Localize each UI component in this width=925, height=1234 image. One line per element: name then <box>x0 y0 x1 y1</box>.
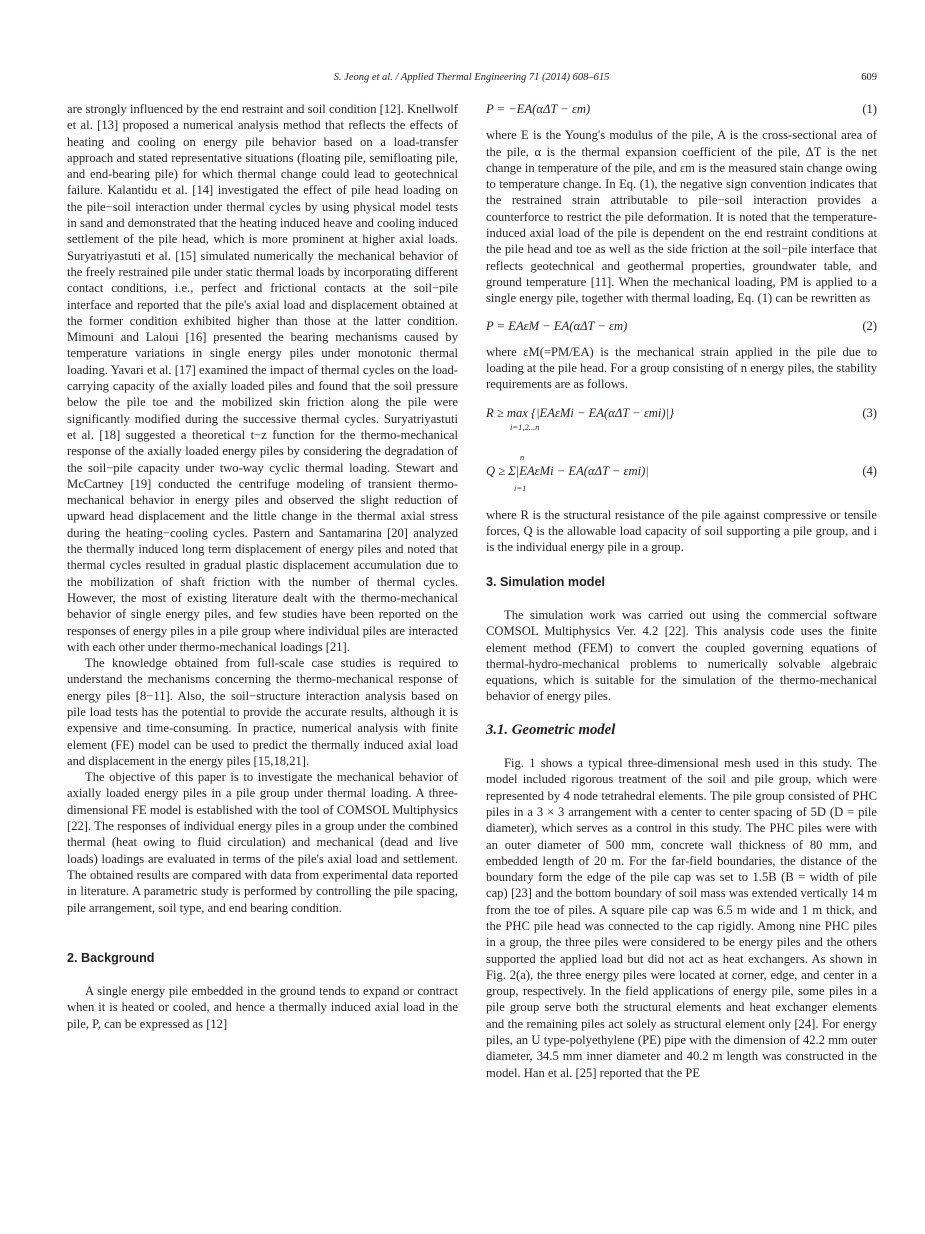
equation-2 <box>486 318 877 334</box>
subsection-heading: 3.1. Geometric model <box>486 721 616 738</box>
right-column <box>486 101 877 1081</box>
paragraph: The knowledge obtained from full-scale case studies is required to understand the mechanisms concerning the thermo-mechanical response of energy piles [8−11]. Also, the soil−structure interaction analysis based on pile load tests has the potential to provide the accurate results, although it is expensive and time-consuming. In practice, numerical analysis with finite element (FE) model can be used to predict the thermally induced axial load and displacement in the energy piles [15,18,21]. <box>67 656 458 768</box>
equation-superscript: n <box>520 451 525 462</box>
equation-body: P = EAεM − EA(αΔT − εm) <box>486 318 628 333</box>
equation-4 <box>486 449 877 497</box>
paragraph: where εM(=PM/EA) is the mechanical strain applied in the pile due to loading at the pile head. For a group consisting of n energy piles, the stability requirements are as follows. <box>486 344 877 392</box>
page-number: 609 <box>861 72 877 83</box>
left-column <box>67 101 458 1032</box>
paragraph: The simulation work was carried out using the commercial software COMSOL Multiphysics Ver. 4.2 [22]. This analysis code uses the finite element method (FEM) to convert the coupled governing equations of thermal-hydro-mechanical problems to numerically solvable algebraic equations, which is suitable for the simulation of the thermo-mechanical behavior of energy piles. <box>486 607 877 704</box>
running-title: S. Jeong et al. / Applied Thermal Engineering 71 (2014) 608–615 <box>333 72 610 83</box>
section-heading: 3. Simulation model <box>486 574 605 589</box>
equation-subscript: i=1 <box>514 482 527 493</box>
equation-number: (3) <box>862 405 877 420</box>
paragraph: Fig. 1 shows a typical three-dimensional mesh used in this study. The model included rigorous treatment of the soil and pile group, which were represented by 4 node tetrahedral elements. The pile group consisted of PHC piles in a 3 × 3 arrangement with a center to center spacing of 5D (D = pile diameter), which serves as a control in this study. The PHC piles were with an outer diameter of 500 mm, concrete wall thickness of 80 mm, and embedded length of 20 m. For the far-field boundaries, the distance of the boundary form the edge of the pile cap was set to 1.5B (B = width of pile cap) [23] and the bottom boundary of soil mass was extended vertically 14 m from the toe of piles. A square pile cap was 6.5 m wide and 1 m thick, and the PHC pile head was connected to the cap rigidly. Among nine PHC piles in a group, the three piles were considered to be energy piles and the others supported the applied load but did not act as heat exchangers. As shown in Fig. 2(a), the three energy piles were located at corner, edge, and center in a group, respectively. In the field applications of energy pile, some piles in a pile group serve both the structural elements and heat exchanger elements and the remaining piles act solely as structural element only [24]. For energy piles, an U type-polyethylene (PE) pipe with the dimension of 42.2 mm outer diameter, 34.5 mm inner diameter and 40.2 m length was constructed in the model. Han et al. [25] reported that the PE <box>486 756 877 1080</box>
equation-body: P = −EA(αΔT − εm) <box>486 102 591 116</box>
running-header <box>66 72 877 88</box>
equation-number: (2) <box>862 318 877 333</box>
equation-body: Q ≥ Σ|EAεMi − EA(αΔT − εmi)| <box>486 463 649 478</box>
section-heading: 2. Background <box>67 950 155 965</box>
equation-1 <box>486 101 877 117</box>
equation-number: (4) <box>862 463 877 478</box>
equation-body: R ≥ max {|EAεMi − EA(αΔT − εmi)|} <box>486 405 675 420</box>
paragraph: where R is the structural resistance of the pile against compressive or tensile forces, Q is the allowable load capacity of soil supporting a pile group, and i is the individual energy pile in a group. <box>486 507 877 555</box>
equation-subscript: i=1,2...n <box>510 421 540 432</box>
paragraph: are strongly influenced by the end restraint and soil condition [12]. Knellwolf et al. [13] proposed a numerical analysis method that reflects the effects of heating and cooling on energy pile behavior based on a load-transfer approach and stated representative situations (floating pile, semifloating pile, and end-bearing pile) for which thermal change could lead to geotechnical failure. Kalantidu et al. [14] investigated the effect of pile head loading on the pile−soil interaction under thermal cycles by using physical model tests in sand and demonstrated that the heating induced heave and cooling induced settlement of the pile head, which is more prominent at higher axial loads. Suryatriyastuti et al. [15] simulated numerically the mechanical behavior of the freely restrained pile under static thermal loads by incorporating different contact conditions, i.e., perfect and frictional contacts at the soil−pile interface and reported that the pile's axial load and displacement obtained at the former condition exhibited higher than those at the latter condition. Mimouni and Laloui [16] presented the bearing mechanisms caused by temperature variations in single energy piles under monotonic thermal loading. Yavari et al. [17] examined the impact of thermal cycles on the load-carrying capacity of the axially loaded piles and found that the soil pressure below the pile toe and the mobilized skin friction along the pile were significantly modified during the successive thermal cycles. Suryatriyastuti et al. [18] suggested a theoretical t−z function for the thermo-mechanical response of the axially loaded energy piles by considering the degradation of the soil−pile capacity under two-way cyclic thermal loading. Stewart and McCartney [19] conducted the centrifuge modeling of transient thermo-mechanical behavior in energy piles and observed the slight reduction of upward head displacement and the little change in the thermal axial stress during the heating−cooling cycles. Pastern and Santamarina [20] analyzed the thermally induced long term displacement of energy piles and noted that thermal cycles resulted in gradual plastic displacement accumulation due to the mobilization of shaft friction with the number of thermal cycles. However, the most of existing literature dealt with the thermo-mechanical behavior of single energy piles, and few studies have been reported on the responses of energy piles in a pile group where individual piles are interacted with each other under thermo-mechanical loadings [21]. <box>67 102 459 654</box>
paragraph: A single energy pile embedded in the ground tends to expand or contract when it is heated or cooled, and hence a thermally induced axial load in the pile, P, can be expressed as [12] <box>67 984 458 1031</box>
equation-number: (1) <box>862 102 877 116</box>
paragraph: where E is the Young's modulus of the pile, A is the cross-sectional area of the pile, α is the thermal expansion coefficient of the pile, ΔT is the net change in temperature of the pile, and εm is the measured stain change owing to temperature change. In Eq. (1), the negative sign convention indicates that the restrained strain attributable to pile−soil interaction provides a counterforce to restrict the pile deformation. It is noted that the temperature-induced axial load of the pile is dependent on the end restraint conditions at the pile head and toe as well as the side friction at the soil−pile interface that reflects geotechnical and geothermal properties, groundwater table, and ground temperature [11]. When the mechanical loading, PM is applied to a single energy pile, together with thermal loading, Eq. (1) can be rewritten as <box>486 128 877 306</box>
paragraph: The objective of this paper is to investigate the mechanical behavior of axially loaded energy piles in a pile group under thermal loading. A three-dimensional FE model is established with the tool of COMSOL Multiphysics [22]. The responses of individual energy piles in a group under the combined thermal (heat owing to fluid circulation) and mechanical (dead and live loads) loadings are evaluated in terms of the pile's axial load and settlement. The obtained results are compared with data from experimental data reported in literature. A parametric study is performed by controlling the pile spacing, pile arrangement, soil type, and end bearing condition. <box>67 770 458 915</box>
equation-3 <box>486 405 877 441</box>
